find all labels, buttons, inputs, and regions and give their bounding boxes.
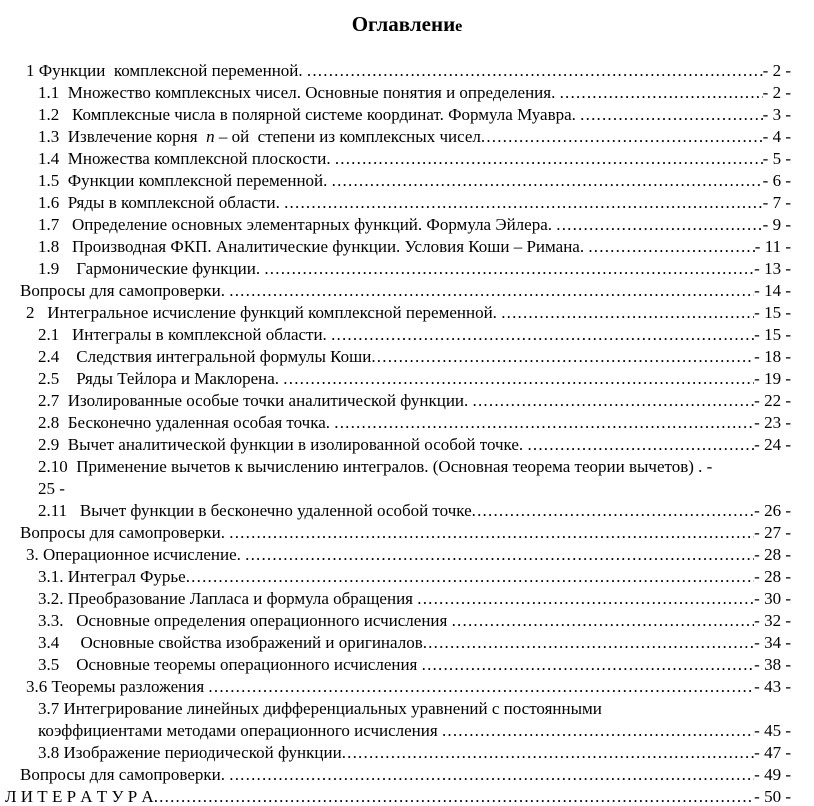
page-number: - 11 - (754, 237, 791, 256)
toc-entry-text: 2.8 Бесконечно удаленная особая точка. (38, 413, 335, 432)
page-number: - 15 - (754, 303, 791, 322)
toc-entry[interactable] (38, 610, 791, 632)
toc-entry[interactable] (5, 786, 791, 806)
toc-entry-text: 2.5 Ряды Тейлора и Маклорена. (38, 369, 284, 388)
toc-entry-text: 1.5 Функции комплексной переменной. (38, 171, 332, 190)
toc-entry[interactable] (38, 148, 791, 170)
toc-entry-text: 1.6 Ряды в комплексной области. (38, 193, 285, 212)
dot-leader (472, 500, 755, 522)
toc-entry-text: 3.8 Изображение периодической функции (38, 743, 342, 762)
dot-leader (335, 148, 763, 170)
toc-entry-text: 2.1 Интегралы в комплексной области. (38, 325, 332, 344)
dot-leader (154, 786, 754, 806)
toc-entry[interactable] (20, 280, 791, 302)
dot-leader (580, 104, 763, 126)
toc-entry[interactable] (38, 654, 791, 676)
toc-entry-text: 2.10 Применение вычетов к вычислению интегралов. (Основная теорема теории вычетов) . - (38, 457, 713, 476)
page-number: - 47 - (754, 743, 791, 762)
page-number: - 18 - (754, 347, 791, 366)
dot-leader (331, 324, 754, 346)
dot-leader (588, 236, 754, 258)
page-number: - 28 - (754, 545, 791, 564)
toc-entry[interactable] (26, 60, 791, 82)
dot-leader (229, 280, 754, 302)
toc-entry[interactable] (38, 214, 791, 236)
toc-entry-text: 3.3. Основные определения операционного исчисления (38, 611, 452, 630)
toc-entry[interactable] (38, 126, 791, 148)
toc-entry[interactable] (38, 324, 791, 346)
toc-entry[interactable] (38, 236, 791, 258)
toc-entry[interactable] (38, 192, 791, 214)
page-number: - 38 - (754, 655, 791, 674)
page-number: - 43 - (754, 677, 791, 696)
page-number: - 34 - (754, 633, 791, 652)
page-title-main: Оглавлени (351, 12, 456, 36)
dot-leader (442, 720, 754, 742)
dot-leader (556, 214, 762, 236)
toc-entry-text: 2 Интегральное исчисление функций комплексной переменной. (26, 303, 502, 322)
page-number: - 32 - (754, 611, 791, 630)
toc-entry[interactable] (38, 104, 791, 126)
toc-entry[interactable] (38, 258, 791, 280)
toc-entry-text: 1.3 Извлечение корня n – ой степени из комплексных чисел (38, 127, 481, 146)
toc-list (0, 60, 814, 806)
page-number: - 19 - (754, 369, 791, 388)
toc-entry-text: 3. Операционное исчисление. (26, 545, 246, 564)
page-number: - 2 - (762, 61, 791, 80)
toc-entry[interactable] (38, 478, 791, 500)
toc-entry[interactable] (38, 390, 791, 412)
dot-leader (229, 764, 754, 786)
page-number: - 26 - (754, 501, 791, 520)
dot-leader (481, 126, 763, 148)
dot-leader (423, 632, 754, 654)
toc-entry-text: Вопросы для самопроверки. (20, 281, 230, 300)
toc-entry[interactable] (20, 764, 791, 786)
toc-entry[interactable] (38, 412, 791, 434)
dot-leader (186, 566, 754, 588)
page-number: - 28 - (754, 567, 791, 586)
dot-leader (452, 610, 755, 632)
toc-entry-text: 3.5 Основные теоремы операционного исчисления (38, 655, 422, 674)
toc-entry[interactable] (26, 544, 791, 566)
dot-leader (208, 676, 754, 698)
toc-entry[interactable] (38, 170, 791, 192)
dot-leader (229, 522, 754, 544)
page-number: - 14 - (754, 281, 791, 300)
dot-leader (334, 412, 754, 434)
toc-entry-text: 1.2 Комплексные числа в полярной системе координат. Формула Муавра. (38, 105, 581, 124)
page-number: - 2 - (762, 83, 791, 102)
toc-entry[interactable] (26, 302, 791, 324)
toc-entry-text: 1.8 Производная ФКП. Аналитические функции. Условия Коши – Римана. (38, 237, 589, 256)
page-number: - 7 - (762, 193, 791, 212)
toc-entry[interactable] (38, 434, 791, 456)
toc-entry[interactable] (20, 522, 791, 544)
dot-leader (283, 368, 754, 390)
toc-entry-text: 2.7 Изолированные особые точки аналитической функции. (38, 391, 473, 410)
dot-leader (501, 302, 754, 324)
page-number: - 50 - (754, 787, 791, 806)
dot-leader (417, 588, 754, 610)
page-number: - 4 - (762, 127, 791, 146)
page-number: - 49 - (754, 765, 791, 784)
page-number: - 22 - (754, 391, 791, 410)
toc-entry-text: 3.6 Теоремы разложения (26, 677, 209, 696)
page-number: - 6 - (762, 171, 791, 190)
page-number: - 13 - (754, 259, 791, 278)
page-number: - 27 - (754, 523, 791, 542)
toc-entry[interactable] (38, 456, 791, 478)
toc-entry[interactable] (38, 588, 791, 610)
page-number: - 23 - (754, 413, 791, 432)
page-number: - 15 - (754, 325, 791, 344)
page-number: - 5 - (762, 149, 791, 168)
page-number: - 30 - (754, 589, 791, 608)
toc-entry-text: 2.4 Следствия интегральной формулы Коши (38, 347, 372, 366)
page-title (0, 0, 814, 40)
toc-entry-text: 1.1 Множество комплексных чисел. Основные понятия и определения. (38, 83, 560, 102)
toc-entry[interactable] (38, 346, 791, 368)
toc-entry[interactable] (26, 676, 791, 698)
toc-entry-text: 1 Функции комплексной переменной. (26, 61, 307, 80)
dot-leader (527, 434, 754, 456)
page-number: - 45 - (754, 721, 791, 740)
toc-entry[interactable] (38, 82, 791, 104)
toc-entry-text: 1.9 Гармонические функции. (38, 259, 265, 278)
toc-entry[interactable] (38, 698, 791, 720)
toc-entry-text: 1.4 Множества комплексной плоскости. (38, 149, 335, 168)
page-title-tail: е (455, 18, 463, 35)
page-number: - 24 - (754, 435, 791, 454)
toc-entry-text: 3.4 Основные свойства изображений и оригиналов (38, 633, 423, 652)
toc-entry-text: коэффициентами методами операционного исчисления (38, 721, 442, 740)
toc-entry-text: Вопросы для самопроверки. (20, 523, 230, 542)
dot-leader (264, 258, 754, 280)
dot-leader (307, 60, 763, 82)
toc-entry-text: 2.11 Вычет функции в бесконечно удаленной особой точке (38, 501, 472, 520)
dot-leader (245, 544, 754, 566)
toc-entry-text: 3.1. Интеграл Фурье (38, 567, 186, 586)
page-number: - 9 - (762, 215, 791, 234)
dot-leader (473, 390, 755, 412)
toc-entry-text: 2.9 Вычет аналитической функции в изолированной особой точке. (38, 435, 528, 454)
dot-leader (422, 654, 755, 676)
dot-leader (560, 82, 763, 104)
toc-entry-text: 1.7 Определение основных элементарных функций. Формула Эйлера. (38, 215, 557, 234)
toc-entry[interactable] (38, 566, 791, 588)
toc-entry-text: 3.7 Интегрирование линейных дифференциальных уравнений с постоянными (38, 699, 602, 718)
toc-entry-text: Л И Т Е Р А Т У Р А (5, 787, 154, 806)
dot-leader (342, 742, 754, 764)
dot-leader (371, 346, 754, 368)
toc-entry[interactable] (38, 720, 791, 742)
toc-entry-text: 3.2. Преобразование Лапласа и формула обращения (38, 589, 418, 608)
dot-leader (284, 192, 763, 214)
page-number: - 3 - (762, 105, 791, 124)
toc-entry[interactable] (38, 742, 791, 764)
toc-entry[interactable] (38, 368, 791, 390)
toc-entry[interactable] (38, 500, 791, 522)
toc-entry[interactable] (38, 632, 791, 654)
dot-leader (332, 170, 763, 192)
toc-entry-text: Вопросы для самопроверки. (20, 765, 230, 784)
toc-entry-text: 25 - (38, 479, 65, 498)
